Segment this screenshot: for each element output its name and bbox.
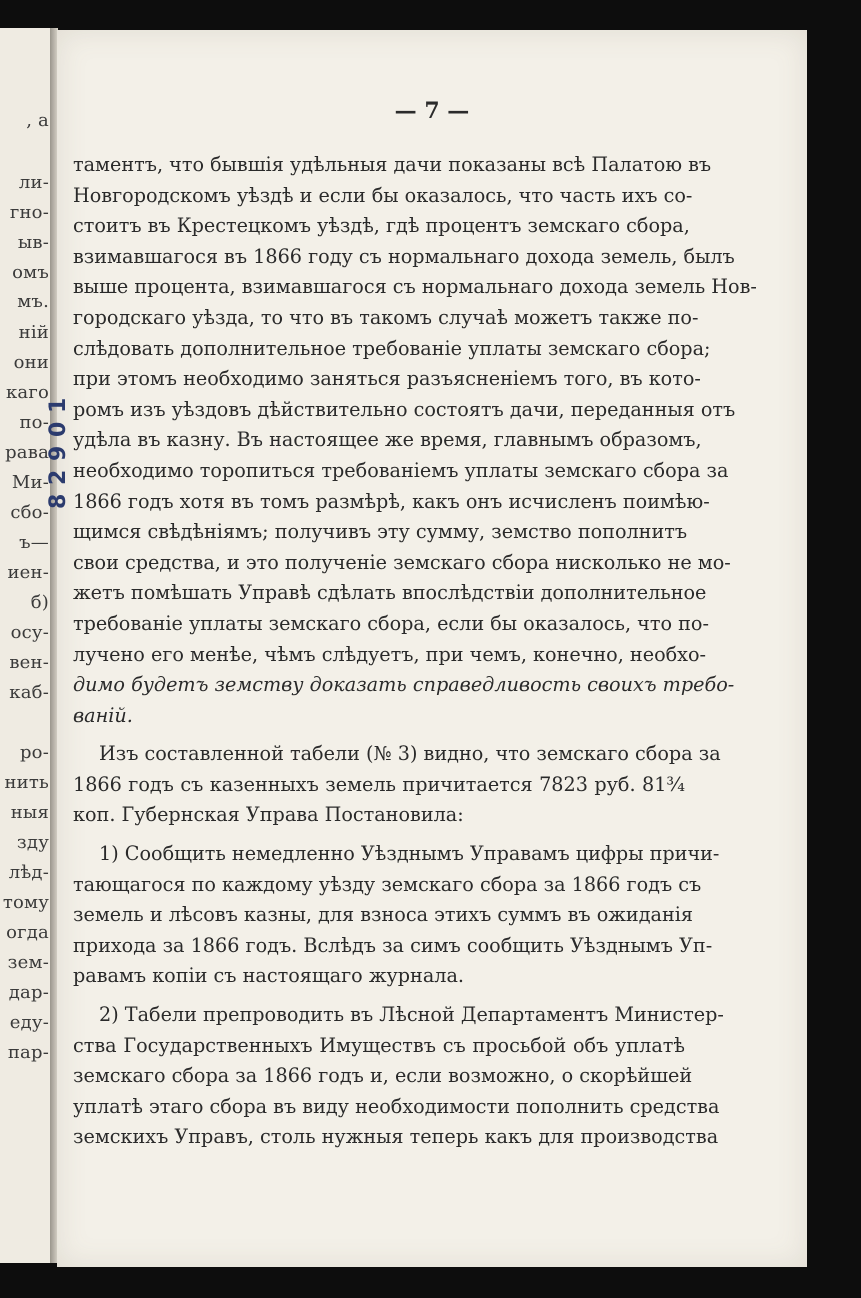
facing-page-text-fragment: , а bbox=[26, 110, 49, 131]
facing-page-text-fragment: зду bbox=[16, 832, 49, 853]
facing-page-fragment bbox=[0, 28, 52, 1263]
page-number: — 7 — bbox=[394, 98, 470, 124]
library-stamp bbox=[48, 390, 70, 560]
text-line: равамъ копіи съ настоящаго журнала. bbox=[73, 964, 465, 988]
text-line: лучено его менѣе, чѣмъ слѣдуетъ, при чемъ, конечно, необхо- bbox=[73, 642, 707, 666]
text-line: слѣдовать дополнительное требованіе уплаты земскаго сбора; bbox=[73, 336, 711, 360]
text-line: земскихъ Управъ, столь нужныя теперь какъ для производства bbox=[73, 1125, 719, 1149]
facing-page-text-fragment: ли- bbox=[18, 172, 49, 193]
text-line: ваній. bbox=[73, 703, 133, 727]
facing-page-text-fragment: Ми- bbox=[11, 472, 49, 493]
facing-page-text-fragment: зем- bbox=[7, 952, 49, 973]
text-line: коп. Губернская Управа Постановила: bbox=[73, 803, 464, 827]
text-line: таментъ, что бывшія удѣльныя дачи показаны всѣ Палатою въ bbox=[73, 153, 712, 176]
text-line: необходимо торопиться требованіемъ уплаты земскаго сбора за bbox=[73, 458, 729, 482]
text-line: городскаго уѣзда, то что въ такомъ случаѣ можетъ также по- bbox=[73, 305, 699, 329]
text-line: прихода за 1866 годъ. Вслѣдъ за симъ сообщить Уѣзднымъ Уп- bbox=[73, 933, 713, 957]
facing-page-text-fragment: еду- bbox=[9, 1012, 49, 1033]
facing-page-text-fragment: рава bbox=[5, 442, 49, 463]
facing-page-text-fragment: б) bbox=[30, 592, 49, 613]
text-line: ромъ изъ уѣздовъ дѣйствительно состоятъ дачи, переданныя отъ bbox=[73, 397, 736, 421]
text-line: свои средства, и это полученіе земскаго сбора нисколько не мо- bbox=[73, 550, 731, 574]
text-line: удѣла въ казну. Въ настоящее же время, главнымъ образомъ, bbox=[73, 428, 702, 452]
text-line: при этомъ необходимо заняться разъясненіемъ того, въ кото- bbox=[73, 367, 701, 391]
facing-page-text-fragment: ыв- bbox=[17, 232, 49, 253]
text-line: Изъ составленной табели (№ 3) видно, что земскаго сбора за bbox=[99, 742, 721, 766]
stamp-digit: 9 bbox=[46, 445, 71, 461]
facing-page-text-fragment: ныя bbox=[10, 802, 49, 823]
text-line: жетъ помѣшать Управѣ сдѣлать впослѣдствіи дополнительное bbox=[73, 581, 707, 605]
facing-page-text-fragment: гно- bbox=[9, 202, 49, 223]
text-line: 2) Табели препроводить въ Лѣсной Департаментъ Министер- bbox=[99, 1003, 724, 1027]
facing-page-text-fragment: омъ bbox=[12, 262, 49, 283]
facing-page-text-fragment: нить bbox=[4, 772, 49, 793]
text-line: 1866 годъ хотя въ томъ размѣрѣ, какъ онъ исчисленъ поимѣю- bbox=[73, 489, 710, 513]
facing-page-text-fragment: вен- bbox=[9, 652, 49, 673]
text-line: димо будетъ земству доказать справедливость своихъ требо- bbox=[73, 673, 735, 697]
text-line: уплатѣ этаго сбора въ виду необходимости пополнить средства bbox=[73, 1094, 720, 1118]
text-line: щимся свѣдѣніямъ; получивъ эту сумму, земство пополнитъ bbox=[73, 520, 688, 544]
text-line: 1866 годъ съ казенныхъ земель причитается 7823 руб. 81¾ bbox=[73, 772, 685, 796]
document-page bbox=[57, 30, 807, 1267]
facing-page-text-fragment: каб- bbox=[9, 682, 49, 703]
facing-page-text-fragment: сбо- bbox=[10, 502, 49, 523]
text-line: взимавшагося въ 1866 году съ нормальнаго дохода земель, былъ bbox=[73, 244, 735, 268]
text-line: Новгородскомъ уѣздѣ и если бы оказалось, что часть ихъ со- bbox=[73, 183, 693, 207]
body-text bbox=[73, 150, 757, 1153]
facing-page-text-fragment: осу- bbox=[10, 622, 49, 643]
facing-page-text-fragment: ъ— bbox=[19, 532, 49, 553]
text-line: ства Государственныхъ Имуществъ съ просьбой объ уплатѣ bbox=[73, 1033, 685, 1057]
text-line: выше процента, взимавшагося съ нормальнаго дохода земель Нов- bbox=[73, 275, 757, 299]
stamp-digit: 0 bbox=[46, 421, 71, 437]
facing-page-text-fragment: дар- bbox=[8, 982, 49, 1003]
facing-page-text-fragment: тому bbox=[2, 892, 49, 913]
facing-page-text-fragment: ній bbox=[18, 322, 49, 343]
text-line: требованіе уплаты земскаго сбора, если бы оказалось, что по- bbox=[73, 611, 709, 635]
text-line: земель и лѣсовъ казны, для взноса этихъ суммъ въ ожиданія bbox=[73, 903, 693, 927]
stamp-digit: 8 bbox=[46, 493, 71, 509]
facing-page-text-fragment: по- bbox=[19, 412, 49, 433]
facing-page-text-fragment: мъ. bbox=[17, 291, 49, 312]
facing-page-text-fragment: пар- bbox=[7, 1042, 49, 1063]
facing-page-text-fragment: иен- bbox=[7, 562, 49, 583]
text-line: стоитъ въ Крестецкомъ уѣздѣ, гдѣ процентъ земскаго сбора, bbox=[73, 214, 690, 238]
text-line: тающагося по каждому уѣзду земскаго сбора за 1866 годъ съ bbox=[73, 872, 702, 896]
facing-page-text-fragment: ро- bbox=[19, 742, 49, 763]
text-line: земскаго сбора за 1866 годъ и, если возможно, о скорѣйшей bbox=[73, 1064, 693, 1088]
facing-page-text-fragment: они bbox=[13, 352, 49, 373]
stamp-digit: 2 bbox=[46, 469, 71, 485]
facing-page-text-fragment: каго bbox=[5, 382, 49, 403]
text-line: 1) Сообщить немедленно Уѣзднымъ Управамъ цифры причи- bbox=[99, 842, 720, 866]
facing-page-text-fragment: лѣд- bbox=[8, 862, 49, 883]
stamp-digit: 1 bbox=[46, 397, 71, 413]
facing-page-text-fragment: огда bbox=[6, 922, 49, 943]
